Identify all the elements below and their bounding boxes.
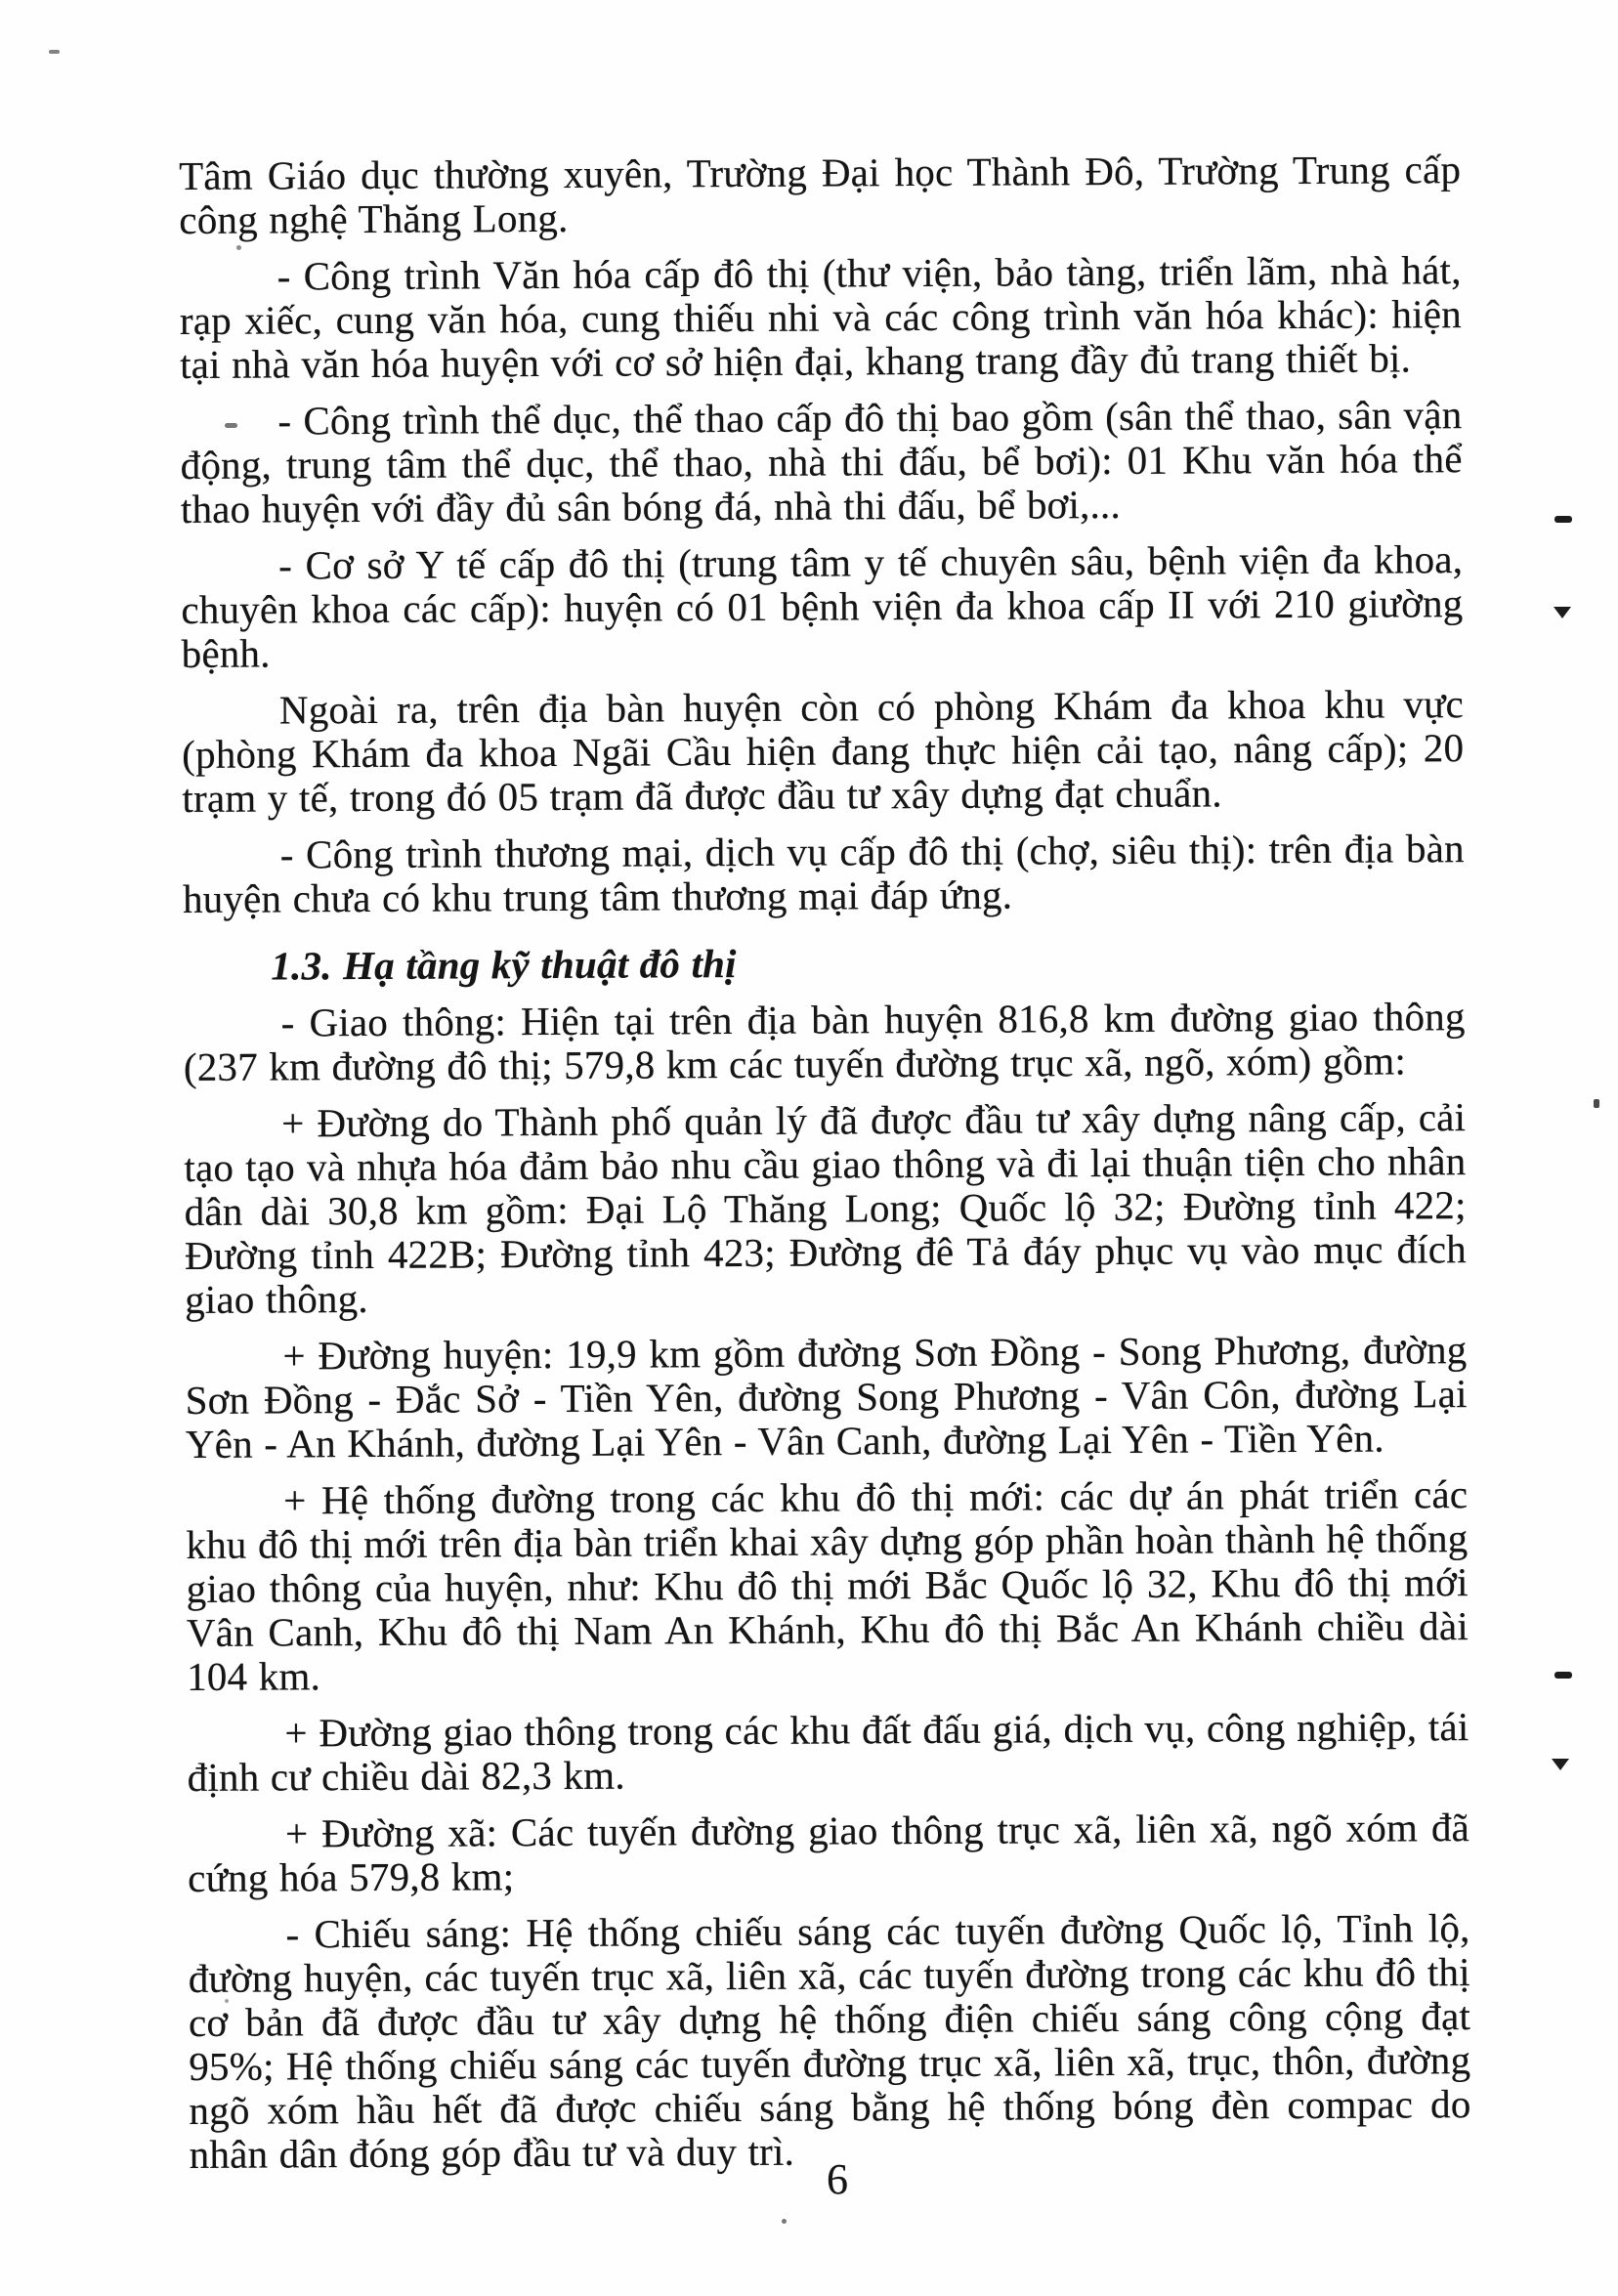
ink-speck (1594, 1099, 1599, 1108)
paragraph: + Đường giao thông trong các khu đất đấu giá, dịch vụ, công nghiệp, tái định cư chiều dài 82,3 km. (187, 1704, 1469, 1800)
paragraph: + Đường do Thành phố quản lý đã được đầu tư xây dựng nâng cấp, cải tạo tạo và nhựa hóa đảm bảo nhu cầu giao thông và đi lại thuận tiện cho nhân dân dài 30,8 km gồm: Đại Lộ Thăng Long; Quốc lộ 32; Đường tỉnh 422; Đường tỉnh 422B; Đường tỉnh 423; Đường đê Tả đáy phục vụ vào mục đích giao thông. (184, 1094, 1468, 1322)
ink-speck (1554, 516, 1572, 523)
paragraph: - Chiếu sáng: Hệ thống chiếu sáng các tuyến đường Quốc lộ, Tỉnh lộ, đường huyện, các tuyến trục xã, liên xã, các tuyến đường trong các khu đô thị cơ bản đã được đầu tư xây dựng hệ thống điện chiếu sáng công cộng đạt 95%; Hệ thống chiếu sáng các tuyến đường trục xã, liên xã, trục, thôn, đường ngõ xóm hầu hết đã được chiếu sáng bằng hệ thống bóng đèn compac do nhân dân đóng góp đầu tư và duy trì. (188, 1905, 1471, 2177)
paragraph: - Công trình thương mại, dịch vụ cấp đô thị (chợ, siêu thị): trên địa bàn huyện chưa có khu trung tâm thương mại đáp ứng. (182, 826, 1465, 921)
ink-speck (1554, 607, 1571, 618)
paragraph: + Đường xã: Các tuyến đường giao thông trục xã, liên xã, ngõ xóm đã cứng hóa 579,8 km; (188, 1805, 1470, 1900)
ink-speck (49, 50, 60, 54)
paragraph: - Công trình thể dục, thể thao cấp đô thị bao gồm (sân thể thao, sân vận động, trung tâm thể dục, thể thao, nhà thi đấu, bể bơi): 01 Khu văn hóa thể thao huyện với đầy đủ sân bóng đá, nhà thi đấu, bể bơi,... (180, 392, 1463, 531)
paragraph: Ngoài ra, trên địa bàn huyện còn có phòng Khám đa khoa khu vực (phòng Khám đa khoa Ngãi Cầu hiện đang thực hiện cải tạo, nâng cấp); 20 trạm y tế, trong đó 05 trạm đã được đầu tư xây dựng đạt chuẩn. (182, 681, 1465, 821)
paragraph: - Cơ sở Y tế cấp đô thị (trung tâm y tế chuyên sâu, bệnh viện đa khoa, chuyên khoa các cấp): huyện có 01 bệnh viện đa khoa cấp II với 210 giường bệnh. (181, 536, 1464, 676)
paragraph: - Giao thông: Hiện tại trên địa bàn huyện 816,8 km đường giao thông (237 km đường đô thị; 579,8 km các tuyến đường trục xã, ngõ, xóm) gồm: (183, 994, 1466, 1089)
paragraph: - Công trình Văn hóa cấp đô thị (thư viện, bảo tàng, triển lãm, nhà hát, rạp xiếc, cung văn hóa, cung thiếu nhi và các công trình văn hóa khác): hiện tại nhà văn hóa huyện với cơ sở hiện đại, khang trang đầy đủ trang thiết bị. (179, 247, 1462, 387)
ink-speck (1554, 1672, 1572, 1679)
paragraph: Tâm Giáo dục thường xuyên, Trường Đại học Thành Đô, Trường Trung cấp công nghệ Thăng Long. (178, 147, 1462, 242)
ink-speck (225, 423, 237, 428)
page-number: 6 (827, 2155, 848, 2203)
document-body-text (179, 148, 1471, 2177)
paragraph: + Hệ thống đường trong các khu đô thị mới: các dự án phát triển các khu đô thị mới trên địa bàn triển khai xây dựng góp phần hoàn thành hệ thống giao thông của huyện, như: Khu đô thị mới Bắc Quốc lộ 32, Khu đô thị mới Vân Canh, Khu đô thị Nam An Khánh, Khu đô thị Bắc An Khánh chiều dài 104 km. (186, 1471, 1469, 1699)
ink-speck (782, 2219, 787, 2224)
ink-speck (236, 245, 241, 250)
paragraph: + Đường huyện: 19,9 km gồm đường Sơn Đồng - Song Phương, đường Sơn Đồng - Đắc Sở - Tiền Yên, đường Song Phương - Vân Côn, đường Lại Yên - An Khánh, đường Lại Yên - Vân Canh, đường Lại Yên - Tiền Yên. (185, 1327, 1468, 1467)
ink-speck (225, 1999, 229, 2003)
paragraph: 1.3. Hạ tầng kỹ thuật đô thị (271, 941, 737, 989)
ink-speck (1552, 1759, 1569, 1770)
